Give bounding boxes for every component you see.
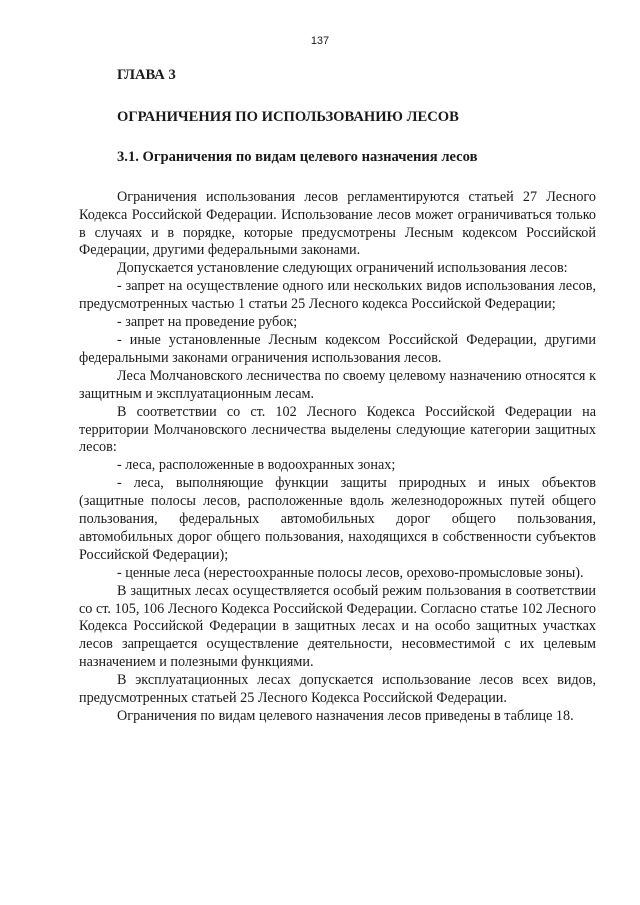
chapter-title: ОГРАНИЧЕНИЯ ПО ИСПОЛЬЗОВАНИЮ ЛЕСОВ <box>117 108 459 125</box>
paragraph-protective-categories: В соответствии со ст. 102 Лесного Кодекса Российской Федерации на территории Молчановского лесничества выделены следующие категории защитных лесов: <box>79 403 596 456</box>
list-item-valuable-forests: - ценные леса (нерестоохранные полосы лесов, орехово-промысловые зоны). <box>117 564 584 581</box>
paragraph-protective-regime: В защитных лесах осуществляется особый режим пользования в соответствии со ст. 105, 106 Лесного Кодекса Российской Федерации. Согласно статье 102 Лесного Кодекса Российской Федерации в защитных лесах и на особо защитных участках лесов запрещается осуществление деятельности, несовместимой с их целевым назначением и полезными функциями. <box>79 582 596 671</box>
paragraph-table-reference: Ограничения по видам целевого назначения лесов приведены в таблице 18. <box>117 708 574 724</box>
page-number: 137 <box>310 35 330 47</box>
list-item-felling-ban: - запрет на проведение рубок; <box>117 314 298 331</box>
list-item-water-protection: - леса, расположенные в водоохранных зонах; <box>117 457 396 474</box>
list-item-object-protection: - леса, выполняющие функции защиты природных и иных объектов (защитные полосы лесов, расположенные вдоль железнодорожных путей общего пользования, федеральных автомобильных дорог общего пользования, автомобильных дорог общего пользования, находящихся в собственности субъектов Российской Федерации); <box>79 475 596 563</box>
paragraph-list <box>79 189 596 726</box>
list-item-usage-ban: - запрет на осуществление одного или нескольких видов использования лесов, предусмотренных частью 1 статьи 25 Лесного кодекса Российской Федерации; <box>79 278 596 313</box>
paragraph-forest-purpose: Леса Молчановского лесничества по своему целевому назначению относятся к защитным и эксплуатационным лесам. <box>79 367 596 402</box>
paragraph-restrictions-lead: Допускается установление следующих ограничений использования лесов: <box>117 260 568 277</box>
paragraph-exploitation: В эксплуатационных лесах допускается использование лесов всех видов, предусмотренных статьей 25 Лесного Кодекса Российской Федерации. <box>79 672 596 707</box>
document-body <box>79 58 596 726</box>
section-heading: 3.1. Ограничения по видам целевого назначения лесов <box>117 148 478 165</box>
chapter-heading: ГЛАВА 3 <box>117 67 176 83</box>
paragraph-intro: Ограничения использования лесов регламентируются статьей 27 Лесного Кодекса Российской Федерации. Использование лесов может ограничиваться только в случаях и в порядке, которые предусмотрены Лесным кодексом Российской Федерации, другими федеральными законами. <box>79 188 596 259</box>
list-item-other-restrictions: - иные установленные Лесным кодексом Российской Федерации, другими федеральными законами ограничения использования лесов. <box>79 331 596 366</box>
